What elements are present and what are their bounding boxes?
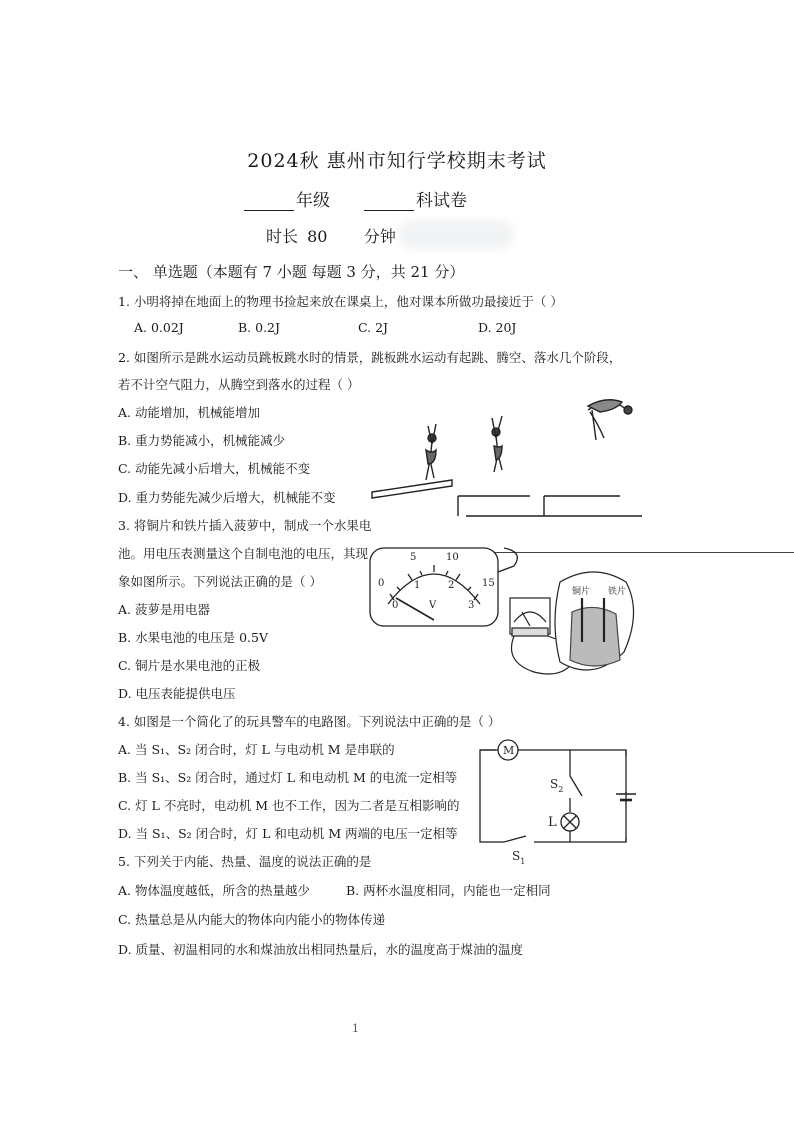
- subject-label: 科试卷: [416, 191, 467, 211]
- q5-option-c: C. 热量总是从内能大的物体向内能小的物体传递: [118, 912, 386, 927]
- q3-stem-line1: 3. 将铜片和铁片插入菠萝中，制成一个水果电: [118, 518, 372, 533]
- redaction-smudge: [398, 220, 514, 250]
- q3-stem-line2: 池。用电压表测量这个自制电池的电压，其现: [118, 546, 369, 561]
- lamp-label: L: [548, 815, 557, 830]
- exam-title: 2024秋 惠州市知行学校期末考试: [247, 150, 547, 172]
- diving-figure: [366, 380, 642, 522]
- q4-option-d: D. 当 S₁、S₂ 闭合时，灯 L 和电动机 M 两端的电压一定相等: [118, 826, 458, 841]
- s2-letter: S: [550, 777, 559, 791]
- diver-airborne-icon: [492, 416, 502, 472]
- switch-s2-label: [550, 777, 563, 794]
- q2-stem-line2: 若不计空气阻力，从腾空到落水的过程（ ）: [118, 377, 360, 392]
- q5-stem: 5. 下列关于内能、热量、温度的说法正确的是: [118, 854, 372, 869]
- subject-blank: [364, 194, 414, 211]
- platform-1: [458, 496, 530, 516]
- q3-option-a: A. 菠萝是用电器: [118, 602, 210, 617]
- q3-stem-line3: 象如图所示。下列说法正确的是（ ）: [118, 574, 322, 589]
- platform-2: [544, 496, 620, 516]
- q4-option-c: C. 灯 L 不亮时，电动机 M 也不工作，因为二者是互相影响的: [118, 798, 460, 813]
- q1-option-c: C. 2J: [358, 320, 389, 335]
- q2-option-b: B. 重力势能减小，机械能减少: [118, 433, 286, 448]
- diver-takeoff-icon: [426, 424, 436, 480]
- duration-value: 80: [307, 227, 328, 246]
- switch-s2-icon: [570, 776, 582, 796]
- motor-label: M: [503, 744, 515, 757]
- grade-label: 年级: [296, 191, 330, 211]
- scale-top-10: 10: [446, 552, 459, 563]
- fruit-battery-figure: [364, 542, 644, 688]
- scale-bottom-0: 0: [392, 600, 399, 611]
- q1-stem: 1. 小明将掉在地面上的物理书捡起来放在课桌上，他对课本所做功最接近于（ ）: [118, 294, 563, 309]
- scale-bottom-1: 1: [414, 580, 421, 591]
- s2-subscript: 2: [558, 785, 564, 794]
- diver-entry-icon: [588, 400, 632, 440]
- s1-letter: S: [512, 849, 521, 863]
- s1-subscript: 1: [520, 857, 526, 864]
- grade-field: [244, 186, 330, 211]
- exam-duration: [266, 224, 396, 247]
- dial-magnifier-frame: [370, 548, 498, 626]
- q4-option-b: B. 当 S₁、S₂ 闭合时，通过灯 L 和电动机 M 的电流一定相等: [118, 770, 458, 785]
- duration-label: 时长: [266, 227, 299, 246]
- q5-option-d: D. 质量、初温相同的水和煤油放出相同热量后，水的温度高于煤油的温度: [118, 942, 524, 957]
- page-number: 1: [352, 1022, 359, 1035]
- q5-option-a: A. 物体温度越低，所含的热量越少: [118, 883, 310, 898]
- duration-unit: 分钟: [363, 227, 396, 246]
- copper-plate-label: 铜片: [572, 587, 591, 597]
- circuit-diagram: [470, 736, 640, 864]
- q4-stem: 4. 如图是一个简化了的玩具警车的电路图。下列说法中正确的是（ ）: [118, 714, 501, 729]
- switch-s1-label: [512, 849, 525, 864]
- iron-plate-label: 铁片: [608, 587, 627, 597]
- voltmeter-dial: [370, 548, 517, 626]
- pineapple-body: [570, 607, 620, 666]
- scale-bottom-3: 3: [468, 600, 475, 611]
- q3-option-b: B. 水果电池的电压是 0.5V: [118, 630, 269, 645]
- grade-blank: [244, 194, 294, 211]
- springboard: [372, 480, 452, 498]
- section-heading: 一、 单选题（本题有 7 小题 每题 3 分，共 21 分）: [118, 263, 465, 281]
- scale-top-5: 5: [410, 552, 417, 563]
- scale-bottom-2: 2: [448, 580, 455, 591]
- subject-field: [364, 186, 467, 211]
- scale-top-0: 0: [378, 578, 385, 589]
- unit-label: V: [429, 600, 437, 611]
- q5-option-b: B. 两杯水温度相同，内能也一定相同: [346, 883, 551, 898]
- q1-option-d: D. 20J: [478, 320, 517, 335]
- q2-option-d: D. 重力势能先减少后增大，机械能不变: [118, 490, 336, 505]
- q3-option-d: D. 电压表能提供电压: [118, 686, 236, 701]
- scale-top-15: 15: [482, 578, 495, 589]
- q4-option-a: A. 当 S₁、S₂ 闭合时，灯 L 与电动机 M 是串联的: [118, 742, 395, 757]
- q3-option-c: C. 铜片是水果电池的正极: [118, 658, 261, 673]
- q2-option-c: C. 动能先减小后增大，机械能不变: [118, 461, 311, 476]
- q1-option-b: B. 0.2J: [238, 320, 281, 335]
- q1-option-a: A. 0.02J: [134, 320, 184, 335]
- q2-stem-line1: 2. 如图所示是跳水运动员跳板跳水时的情景，跳板跳水运动有起跳、腾空、落水几个阶段，: [118, 350, 622, 365]
- q2-option-a: A. 动能增加，机械能增加: [118, 405, 260, 420]
